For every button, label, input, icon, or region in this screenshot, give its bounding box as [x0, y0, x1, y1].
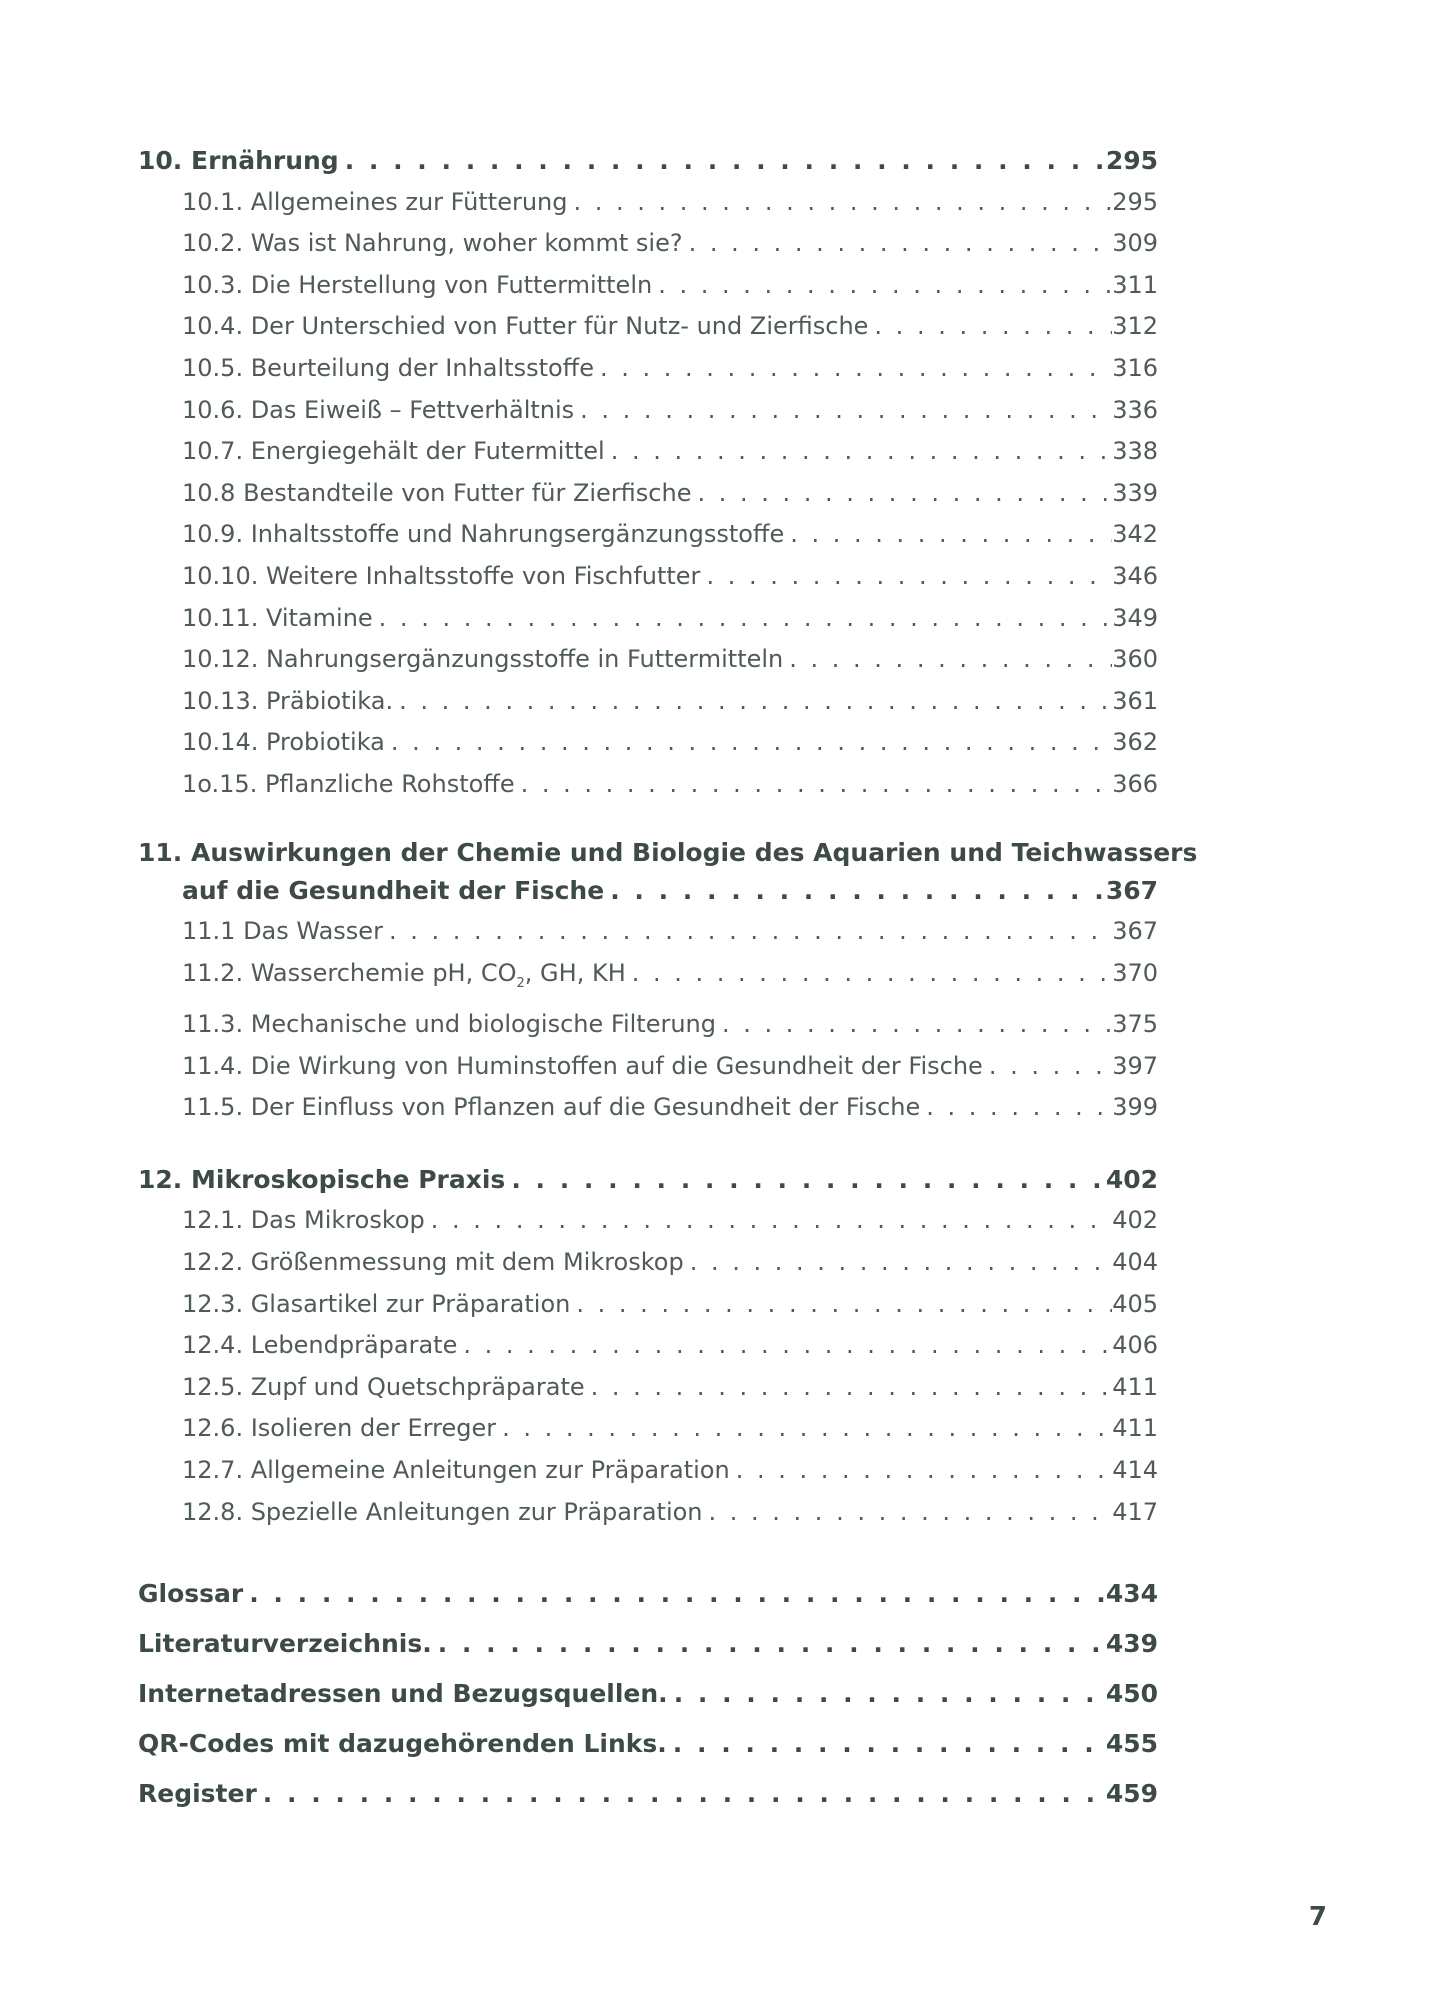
toc-entry[interactable] — [138, 681, 1158, 723]
dot-leader — [868, 306, 1112, 348]
toc-page-number: 295 — [1112, 187, 1158, 216]
toc-entry-title: QR-Codes mit dazugehörenden Links. — [138, 1729, 667, 1759]
toc-entry-title: 11.4. Die Wirkung von Huminstoffen auf die Gesundheit der Fische — [182, 1051, 983, 1080]
toc-page-number: 414 — [1112, 1456, 1158, 1485]
toc-page-number: 404 — [1112, 1248, 1158, 1277]
section-spacer — [138, 806, 1158, 836]
toc-page-number: 406 — [1112, 1331, 1158, 1360]
section-spacer — [138, 1129, 1158, 1159]
toc-page-number: 455 — [1105, 1729, 1158, 1759]
toc-entry-title — [182, 953, 626, 1004]
toc-page-number: 336 — [1112, 395, 1158, 424]
toc-entry[interactable] — [138, 1408, 1158, 1450]
dot-leader — [257, 1769, 1106, 1819]
toc-page-number: 360 — [1112, 645, 1158, 674]
toc-register[interactable] — [138, 1769, 1158, 1819]
toc-entry-title: 12.4. Lebendpräparate — [182, 1331, 458, 1360]
toc-entry[interactable] — [138, 1325, 1158, 1367]
toc-page-number: 405 — [1112, 1289, 1158, 1318]
toc-entry[interactable] — [138, 223, 1158, 265]
toc-chapter-11-line1[interactable]: 11. Auswirkungen der Chemie und Biologie des Aquarien und Teichwassers — [138, 837, 1198, 867]
toc-entry[interactable] — [138, 348, 1158, 390]
toc-entry[interactable] — [138, 1004, 1158, 1046]
toc-entry-title: 12.5. Zupf und Quetschpräparate — [182, 1372, 585, 1401]
dot-leader — [505, 1159, 1106, 1201]
toc-entry[interactable] — [138, 953, 1158, 1004]
toc-entry[interactable] — [138, 306, 1158, 348]
toc-entry[interactable] — [138, 1492, 1158, 1534]
toc-page-number: 338 — [1112, 437, 1158, 466]
toc-entry[interactable] — [138, 764, 1158, 806]
toc-entry-title: 12. Mikroskopische Praxis — [138, 1164, 506, 1194]
dot-leader — [243, 1569, 1106, 1619]
dot-leader — [585, 1367, 1113, 1409]
dot-leader — [784, 514, 1112, 556]
toc-entry-title: auf die Gesundheit der Fische — [182, 875, 605, 905]
dot-leader — [983, 1046, 1112, 1088]
toc-page-number: 362 — [1112, 728, 1158, 757]
toc-page-number: 402 — [1105, 1164, 1158, 1194]
toc-entry-title: 11.5. Der Einfluss von Pflanzen auf die Gesundheit der Fische — [182, 1093, 921, 1122]
dot-leader — [385, 722, 1112, 764]
toc-back-matter — [138, 1569, 1158, 1819]
dot-leader — [425, 1200, 1112, 1242]
dot-leader — [684, 1242, 1112, 1284]
toc-page-number: 309 — [1112, 229, 1158, 258]
dot-leader — [626, 953, 1112, 995]
toc-chapter-11[interactable] — [138, 870, 1158, 912]
toc-chapter-12[interactable] — [138, 1159, 1158, 1201]
toc-page-number: 439 — [1105, 1629, 1158, 1659]
toc-glossar[interactable] — [138, 1569, 1158, 1619]
toc-page-number: 346 — [1112, 561, 1158, 590]
toc-page-number: 366 — [1112, 769, 1158, 798]
toc-entry-title: 11.1 Das Wasser — [182, 917, 383, 946]
toc-page-number: 339 — [1112, 478, 1158, 507]
toc-entry[interactable] — [138, 514, 1158, 556]
toc-entry-title: 10.6. Das Eiweiß – Fettverhältnis — [182, 395, 575, 424]
toc-entry[interactable] — [138, 911, 1158, 953]
toc-entry[interactable] — [138, 473, 1158, 515]
dot-leader — [920, 1087, 1112, 1129]
toc-entry[interactable] — [138, 1367, 1158, 1409]
toc-page-number: 349 — [1112, 603, 1158, 632]
toc-entry-title: 10.11. Vitamine — [182, 603, 373, 632]
toc-entry[interactable] — [138, 1200, 1158, 1242]
dot-leader — [691, 473, 1112, 515]
section-spacer — [138, 1533, 1158, 1569]
dot-leader — [574, 390, 1112, 432]
toc-page-number: 316 — [1112, 353, 1158, 382]
toc-entry-title: 10.2. Was ist Nahrung, woher kommt sie? — [182, 229, 683, 258]
toc-literaturverzeichnis[interactable] — [138, 1619, 1158, 1669]
dot-leader — [730, 1450, 1113, 1492]
toc-entry-title: 10.1. Allgemeines zur Fütterung — [182, 187, 568, 216]
toc-entry-title: 10. Ernährung — [138, 146, 339, 175]
toc-entry[interactable] — [138, 265, 1158, 307]
dot-leader — [515, 764, 1113, 806]
toc-entry-title: 11.3. Mechanische und biologische Filterung — [182, 1010, 716, 1039]
dot-leader — [700, 556, 1112, 598]
dot-leader — [716, 1004, 1112, 1046]
toc-page-number: 367 — [1105, 875, 1158, 905]
dot-leader — [652, 265, 1112, 307]
toc-page-number: 411 — [1112, 1372, 1158, 1401]
toc-internetadressen[interactable] — [138, 1669, 1158, 1719]
toc-entry-title: 10.8 Bestandteile von Futter für Zierfische — [182, 478, 692, 507]
toc-page-number: 361 — [1112, 686, 1158, 715]
toc-page-number: 375 — [1112, 1010, 1158, 1039]
toc-entry[interactable] — [138, 1046, 1158, 1088]
dot-leader — [668, 1669, 1106, 1719]
title-part: , GH, KH — [524, 958, 626, 987]
table-of-contents — [138, 140, 1198, 1819]
toc-page-number: 367 — [1112, 917, 1158, 946]
dot-leader — [393, 681, 1112, 723]
dot-leader — [432, 1619, 1106, 1669]
toc-entry[interactable] — [138, 556, 1158, 598]
toc-page-number: 397 — [1112, 1051, 1158, 1080]
toc-page-number: 399 — [1112, 1093, 1158, 1122]
toc-page-number: 312 — [1112, 312, 1158, 341]
dot-leader — [683, 223, 1113, 265]
toc-entry[interactable] — [138, 182, 1158, 224]
toc-entry[interactable] — [138, 1450, 1158, 1492]
dot-leader — [339, 140, 1106, 182]
dot-leader — [373, 598, 1113, 640]
title-part: 11.2. Wasserchemie pH, CO — [182, 958, 517, 987]
dot-leader — [605, 431, 1112, 473]
toc-page-number: 342 — [1112, 520, 1158, 549]
dot-leader — [496, 1408, 1112, 1450]
toc-page-number: 434 — [1105, 1579, 1158, 1609]
toc-entry-title: 10.9. Inhaltsstoffe und Nahrungsergänzungsstoffe — [182, 520, 785, 549]
toc-page-number: 450 — [1105, 1679, 1158, 1709]
toc-entry[interactable] — [138, 722, 1158, 764]
dot-leader — [594, 348, 1112, 390]
dot-leader — [570, 1284, 1112, 1326]
toc-entry-title: 1o.15. Pflanzliche Rohstoffe — [182, 769, 515, 798]
toc-entry-title: 10.4. Der Unterschied von Futter für Nutz- und Zierfische — [182, 312, 869, 341]
toc-entry-title: Literaturverzeichnis. — [138, 1629, 432, 1659]
toc-entry-title: 10.10. Weitere Inhaltsstoffe von Fischfutter — [182, 561, 701, 590]
toc-entry[interactable] — [138, 598, 1158, 640]
toc-entry-title: Glossar — [138, 1579, 244, 1609]
toc-page-number: 459 — [1105, 1779, 1158, 1809]
dot-leader — [667, 1719, 1106, 1769]
toc-entry-title: 10.3. Die Herstellung von Futtermitteln — [182, 270, 653, 299]
dot-leader — [568, 182, 1113, 224]
toc-entry[interactable] — [138, 639, 1158, 681]
dot-leader — [604, 870, 1106, 912]
subscript: 2 — [516, 975, 525, 991]
page-number: 7 — [1308, 1902, 1327, 1932]
toc-entry-title: 10.12. Nahrungsergänzungsstoffe in Futtermitteln — [182, 645, 784, 674]
toc-entry[interactable] — [138, 431, 1158, 473]
toc-entry-title: Internetadressen und Bezugsquellen. — [138, 1679, 668, 1709]
toc-entry-title: 12.2. Größenmessung mit dem Mikroskop — [182, 1248, 684, 1277]
toc-entry-title: 10.7. Energiegehält der Futermittel — [182, 437, 605, 466]
toc-page-number: 411 — [1112, 1414, 1158, 1443]
dot-leader — [457, 1325, 1112, 1367]
toc-entry-title: 12.3. Glasartikel zur Präparation — [182, 1289, 571, 1318]
toc-entry-title: 12.6. Isolieren der Erreger — [182, 1414, 497, 1443]
dot-leader — [383, 911, 1112, 953]
dot-leader — [783, 639, 1112, 681]
toc-page-number: 417 — [1112, 1497, 1158, 1526]
toc-entry[interactable] — [138, 1087, 1158, 1129]
toc-entry-title: Register — [138, 1779, 257, 1809]
toc-entry[interactable] — [138, 1242, 1158, 1284]
toc-entry-title: 12.8. Spezielle Anleitungen zur Präparation — [182, 1497, 703, 1526]
toc-page-number: 402 — [1112, 1206, 1158, 1235]
dot-leader — [703, 1492, 1113, 1534]
toc-entry-title: 10.5. Beurteilung der Inhaltsstoffe — [182, 353, 594, 382]
toc-qr-codes[interactable] — [138, 1719, 1158, 1769]
toc-entry-title: 12.7. Allgemeine Anleitungen zur Präparation — [182, 1456, 730, 1485]
toc-entry-title: 10.13. Präbiotika. — [182, 686, 394, 715]
toc-page-number: 295 — [1105, 146, 1158, 175]
toc-page-number: 370 — [1112, 958, 1158, 987]
toc-chapter-10[interactable] — [138, 140, 1158, 182]
toc-entry-title: 12.1. Das Mikroskop — [182, 1206, 425, 1235]
toc-entry[interactable] — [138, 390, 1158, 432]
toc-entry[interactable] — [138, 1284, 1158, 1326]
toc-entry-title: 10.14. Probiotika — [182, 728, 385, 757]
toc-page-number: 311 — [1112, 270, 1158, 299]
